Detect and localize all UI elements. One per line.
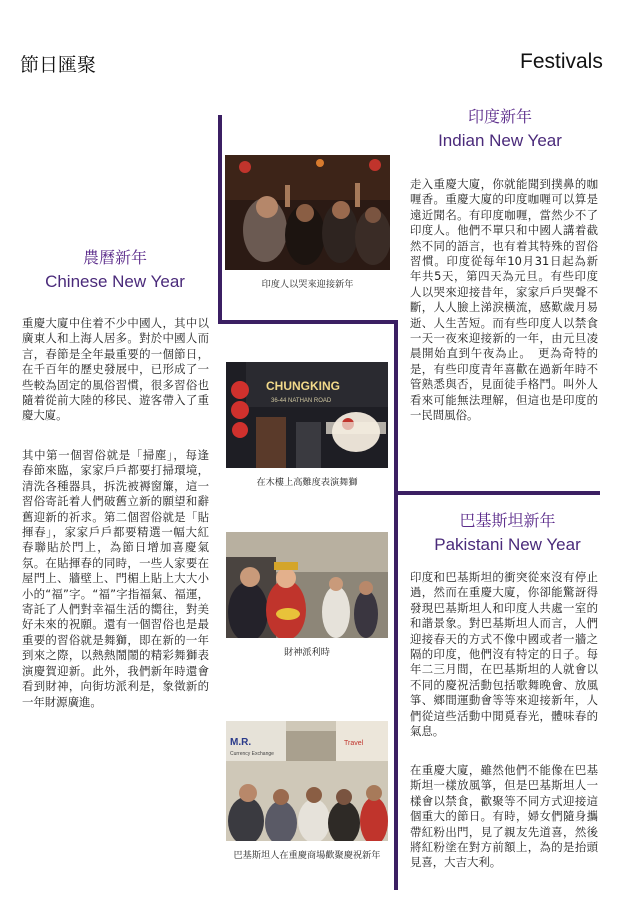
photo-travel-sign: Travel (344, 740, 364, 747)
section-header-chinese: 節日匯聚 (20, 54, 97, 76)
indian-paragraph-1: 走入重慶大廈，你就能聞到撲鼻的咖喱香。重慶大廈的印度咖喱可以算是遠近聞名。有印度咖喱，當然少不了印度人。他們不單只和中國人講着截然不同的語言，也有着其特殊的習俗習慣。印度從每年10月31日起為新年共5天，第四天為元旦。有些印度人以哭來迎接昔年，家家戶戶哭聲不斷，人人臉上涕淚橫流，感歎歲月易逝、人生苦短。而有些印度人以禁食一天一夜來迎接新的一年，由元旦凌晨開始直到午夜為止。 更為奇特的是，有些印度青年喜歡在過新年時不管熟悉與否，見面徒手格鬥。叫外人看來可能無法理解，但這也是印度的一民間風俗。 (410, 177, 598, 423)
pakistani-paragraph-2: 在重慶大廈，雖然他們不能像在巴基斯坦一樣放風箏，但是巴基斯坦人一樣會以禁食，歡聚等不同方式迎接這個重大的節日。有時，婦女們隨身攜帶紅粉出門，見了親友先道喜，然後將紅粉塗在對方前額上，為的是抬頭見喜，大吉大利。 (410, 763, 598, 870)
photo-caption-god-of-wealth: 財神派利時 (284, 647, 330, 658)
chinese-paragraph-1: 重慶大廈中住着不少中國人，其中以廣東人和上海人居多。對於中國人而言，春節是全年最重要的一個節日，在千百年的歷史發展中，已形成了一些較為固定的風俗習慣，很多習俗也隨着從前大陸的移民、遊客帶入了重慶大廈。 (22, 316, 209, 423)
divider-horizontal-right (394, 491, 600, 495)
pakistani-title-zh: 巴基斯坦新年 (459, 511, 556, 530)
pakistani-title-en: Pakistani New Year (434, 535, 581, 554)
indian-title-zh: 印度新年 (467, 107, 532, 126)
chinese-new-year-title (30, 245, 200, 292)
chinese-paragraph-2: 其中第一個習俗就是「掃塵」，每逢春節來臨，家家戶戶都要打掃環境，清洗各種器具，拆洗被褥窗簾，這一習俗寄託着人們破舊立新的願望和辭舊迎新的祈求。第二個習俗就是「貼揮春」，家家戶戶都要精選一幅大紅春聯貼於門上，為節日增加喜慶氣氛。在貼揮春的同時，一些人家要在屋門上、牆壁上、門楣上貼上大大小小的“福”字。“福”字指福氣、福運，寄託了人們對幸福生活的嚮往，對美好未來的祝願。還有一個習俗也是最重要的習俗就是舞獅，即在新的一年到來之際，以熱熱鬧鬧的精彩舞獅表演慶賀迎新。此外，我們新年時還會看到財神，向街坊派利是，象徵新的一年財源廣進。 (22, 448, 209, 709)
indian-new-year-title (410, 104, 590, 151)
divider-vertical-middle (394, 320, 398, 890)
section-header-english: Festivals (520, 50, 603, 73)
divider-horizontal-left (218, 320, 398, 324)
photo-sign-subtext: 36-44 NATHAN ROAD (271, 398, 332, 404)
photo-shop-sign-sub: Currency Exchange (230, 751, 274, 757)
photo-caption-indian-crowd: 印度人以哭來迎接新年 (261, 279, 354, 290)
photo-god-of-wealth (226, 532, 388, 638)
pakistani-new-year-title (410, 508, 605, 555)
chinese-title-zh: 農曆新年 (82, 248, 147, 267)
photo-sign-text: CHUNGKING (266, 379, 340, 393)
indian-title-en: Indian New Year (438, 131, 562, 150)
photo-shop-sign: M.R. (230, 737, 252, 748)
chinese-title-en: Chinese New Year (45, 272, 185, 291)
divider-vertical-top (218, 115, 222, 323)
photo-caption-lion-dance: 在木樓上高難度表演舞獅 (256, 477, 358, 488)
pakistani-paragraph-1: 印度和巴基斯坦的衝突從來沒有停止過，然而在重慶大廈，你卻能驚訝得發現巴基斯坦人和印度人共處一室的和諧景象。對巴基斯坦人而言，人們迎接春天的方式不像中國或者一牆之隔的印度，他們沒有特定的日子。每年二三月間，在巴基斯坦的人就會以不同的慶祝活動包括歌舞晚會、放風箏、鄉間運動會等等來迎接新年，人們從這些活動中閒覓春光，體味春的氣息。 (410, 570, 598, 739)
photo-pakistani-gathering (226, 721, 388, 841)
photo-caption-pakistani-gathering: 巴基斯坦人在重慶商場歡聚慶祝新年 (233, 850, 381, 861)
photo-lion-dance (226, 362, 388, 468)
photo-indian-crowd (225, 155, 390, 270)
